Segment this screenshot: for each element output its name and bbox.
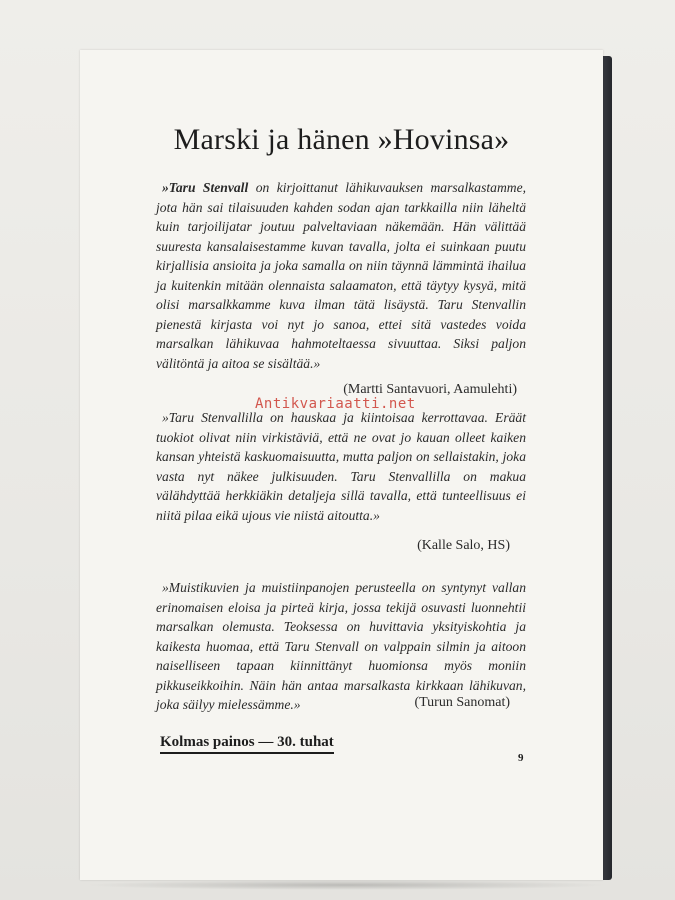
book-back-cover [80,50,603,880]
book-shadow [82,880,610,890]
watermark: Antikvariaatti.net [255,396,416,412]
quote-3-text: »Muistikuvien ja muistiinpanojen perusteella on syntynyt vallan erinomaisen eloisa ja pirteä kirja, jossa tekijä osuvasti luonnehtii marsalkan olemusta. Teoksessa on huvittavia yksityiskohtia ja kaikesta huomaa, että Taru Stenvall on valppain silmin ja aitoon naiselliseen tapaan kiinnittänyt huomionsa myös moniin pikkuseikkoihin. Näin hän antaa marsalkasta kirkkaan lähikuvan, joka säilyy mielessämme.» [156,580,526,712]
quote-2-text: »Taru Stenvallilla on hauskaa ja kiintoisaa kerrottavaa. Eräät tuokiot olivat niin virkistäviä, että ne ovat jo kauan olleet kaiken kansan yhteistä kaskuomaisuutta, mutta paljon on sellaistakin, joka vasta nyt näkee julkisuuden. Taru Stenvallilla on makua välähdyttää herkkiäkin detaljeja sillä tavalla, että tunteellisuus ei niitä pilaa eikä ujous vie niistä aitoutta.» [156,410,526,523]
cover-title: Marski ja hänen »Hovinsa» [173,123,510,156]
review-quote-2 [156,408,526,525]
quote-3-source: (Turun Sanomat) [414,695,510,710]
edition-note: Kolmas painos — 30. tuhat [160,734,334,754]
page-number: 9 [518,752,524,764]
quote-1-source: (Martti Santavuori, Aamulehti) [343,382,517,397]
quote-1-text: on kirjoittanut lähikuvauksen marsalkastamme, jota hän sai tilaisuuden kahden sodan ajan tarkkailla niin läheltä kuin tarjoilijatar joutuu palveltaviaan näkemään. Hän välittää suuresta kansalaisestamme kuvan tavalla, jolta ei suinkaan puutu kirjallisia ansioita ja joka samalla on niin täynnä lämmintä ihailua ja kuitenkin mitään olennaista salaamaton, että täytyy kysyä, mitä olisi marsalkkamme kuva ilman tätä lisäystä. Taru Stenvallin pienestä kirjasta voi nyt jo sanoa, ettei sitä vastedes voida marsalkan lähikuvaa hahmoteltaessa sivuuttaa. Siksi paljon välitöntä ja aitoa se sisältää.» [156,180,527,371]
quote-2-source: (Kalle Salo, HS) [417,538,510,553]
quote-1-lead: »Taru Stenvall [162,180,249,195]
review-quote-1 [156,178,526,373]
